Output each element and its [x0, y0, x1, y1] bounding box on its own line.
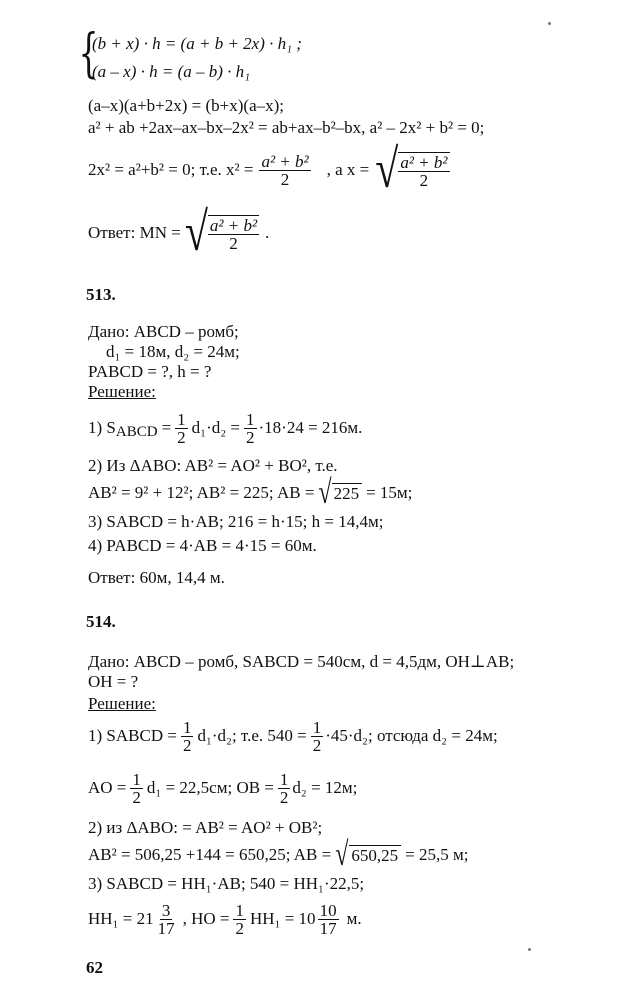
s1-eq: = [161, 418, 172, 437]
problem-514-step-4 [88, 898, 362, 940]
p514-s6-fraction-3 [318, 902, 339, 937]
p514-s1-mid: d₁·d₂; т.е. 540 = [197, 726, 307, 745]
eq3-numerator: a² + b² [261, 151, 309, 171]
p514-s6-mid: , HO = [182, 909, 230, 928]
s3-left: AB² = 9² + 12²; AB² = 225; AB = [88, 483, 315, 502]
s1-sub: ABCD [115, 424, 158, 440]
s1-f2-num: 1 [246, 409, 255, 429]
equation-line-3 [88, 140, 452, 200]
p514-s2-mid: d₁ = 22,5см; OB = [146, 778, 274, 797]
p514-s2-f1-num: 1 [132, 769, 141, 789]
p514-s1-f2-num: 1 [312, 717, 322, 737]
s1-f2-den: 2 [246, 427, 255, 447]
p514-s6-f3-den: 17 [319, 918, 337, 938]
p514-s1-f1-num: 1 [182, 717, 192, 737]
equation-line-2: a² + ab +2ax–ax–bx–2x² = ab+ax–b²–bx, a² – 2x² + b² = 0; [88, 118, 485, 137]
p514-s2-right: d₂ = 12м; [292, 778, 358, 797]
answer-mn-denominator: 2 [229, 233, 238, 253]
p514-s2-f2-den: 2 [279, 787, 289, 807]
p514-s6-right: м. [346, 909, 362, 928]
p514-s6-f2-den: 2 [235, 918, 244, 938]
problem-513-step-3 [88, 474, 413, 512]
system-brace: { [78, 24, 99, 84]
eq3-sqrt-denominator: 2 [419, 170, 429, 190]
eq3-fraction [259, 153, 310, 188]
s1-fraction-1 [175, 411, 188, 446]
problem-514-step-1 [88, 716, 498, 756]
problem-513-step-4: 3) SABCD = h·AB; 216 = h·15; h = 14,4м; [88, 512, 384, 531]
p514-s1-right: ·45·d₂; отсюда d₂ = 24м; [325, 726, 498, 745]
problem-514-given-2: OH = ? [88, 672, 139, 691]
s1-f1-den: 2 [177, 427, 186, 447]
p514-s4-radicand: 650,25 [349, 845, 401, 866]
answer-mn [88, 203, 270, 263]
s1-mid: d₁·d₂ = [191, 418, 241, 437]
p514-s2-fraction-1 [130, 771, 143, 806]
answer-mn-sqrt [184, 203, 261, 263]
eq3-sqrt-fraction [398, 152, 449, 189]
s1-fraction-2 [244, 411, 257, 446]
p514-s1-f1-den: 2 [182, 735, 192, 755]
problem-514-step-1b [88, 768, 357, 808]
p514-s4-right: = 25,5 м; [405, 845, 469, 864]
p514-s2-fraction-2 [278, 771, 291, 806]
p514-s4-left: AB² = 506,25 +144 = 650,25; AB = [88, 845, 332, 864]
problem-513-given-1: Дано: ABCD – ромб; [88, 322, 239, 341]
p514-s1-left: 1) SABCD = [88, 726, 177, 745]
radical-icon: √ [318, 474, 332, 512]
system-eq-1: (b + x) · h = (a + b + 2x) · h₁ ; [92, 34, 302, 53]
p514-s6-f3-num: 10 [319, 900, 337, 920]
p514-s6-fraction-1 [156, 902, 177, 937]
p514-s6-left: HH₁ = 21 [88, 909, 154, 928]
problem-513-step-1 [88, 408, 362, 448]
problem-513-given-3: PABCD = ?, h = ? [88, 362, 212, 381]
s1-f1-num: 1 [177, 409, 186, 429]
page-number: 62 [86, 958, 103, 977]
problem-513-step-2: 2) Из ΔABO: AB² = AO² + BO², т.е. [88, 456, 338, 475]
answer-mn-numerator: a² + b² [209, 215, 258, 235]
p514-s2-f2-num: 1 [279, 769, 289, 789]
p514-s2-left: AO = [88, 778, 127, 797]
radical-icon: √ [375, 140, 399, 200]
eq3-sqrt-numerator: a² + b² [400, 152, 448, 172]
s3-radicand: 225 [332, 483, 363, 504]
p514-s1-f2-den: 2 [312, 735, 322, 755]
problem-514-step-2: 2) из ΔABO: = AB² = AO² + OB²; [88, 818, 323, 837]
problem-514-step-2b [88, 836, 469, 874]
eq3-left: 2x² = a²+b² = 0; т.е. x² = [88, 160, 254, 179]
s1-left: 1) S [88, 418, 116, 437]
scan-speck [548, 22, 551, 25]
equation-line-1: (a–x)(a+b+2x) = (b+x)(a–x); [88, 96, 284, 115]
problem-513-answer: Ответ: 60м, 14,4 м. [88, 568, 225, 587]
system-eq-2: (a – x) · h = (a – b) · h₁ [92, 62, 251, 81]
problem-513-given-2: d₁ = 18м, d₂ = 24м; [106, 342, 240, 361]
p514-s6-f1-num: 3 [161, 900, 171, 920]
p514-s2-f1-den: 2 [132, 787, 141, 807]
p514-s6-f1-den: 17 [157, 918, 175, 938]
problem-514-number: 514. [86, 612, 116, 631]
p514-s6-f2-num: 1 [235, 900, 244, 920]
answer-mn-fraction [208, 215, 259, 252]
radical-icon: √ [335, 836, 349, 874]
eq3-mid: , а x = [326, 160, 370, 179]
p514-s1-fraction-2 [311, 719, 324, 754]
answer-mn-suffix: . [265, 223, 270, 242]
problem-514-solution-heading: Решение: [88, 694, 156, 713]
eq3-denominator: 2 [280, 169, 290, 189]
s1-right: ·18·24 = 216м. [258, 418, 363, 437]
eq3-sqrt [375, 140, 451, 200]
problem-513-step-5: 4) PABCD = 4·AB = 4·15 = 60м. [88, 536, 317, 555]
p514-s1-fraction-1 [181, 719, 194, 754]
s3-right: = 15м; [366, 483, 413, 502]
answer-mn-prefix: Ответ: MN = [88, 223, 181, 242]
problem-514-step-3: 3) SABCD = HH₁·AB; 540 = HH₁·22,5; [88, 874, 365, 893]
radical-icon: √ [184, 203, 208, 263]
problem-513-solution-heading: Решение: [88, 382, 156, 401]
p514-s6-fraction-2 [233, 902, 246, 937]
p514-s6-mid2: HH₁ = 10 [249, 909, 316, 928]
problem-514-given-1: Дано: ABCD – ромб, SABCD = 540см, d = 4,5дм, OH⊥AB; [88, 652, 515, 671]
problem-513-number: 513. [86, 285, 116, 304]
scan-speck [528, 948, 531, 951]
